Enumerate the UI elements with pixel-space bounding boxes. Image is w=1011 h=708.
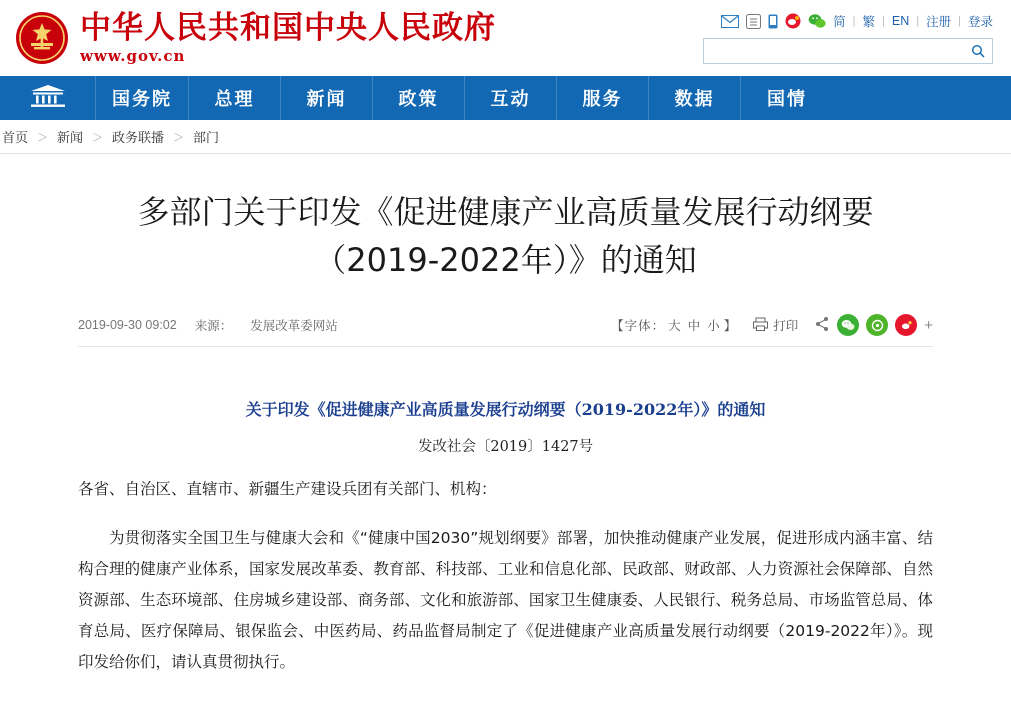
nav-home-button[interactable] bbox=[0, 76, 96, 120]
breadcrumb-item-zhengwulianbo[interactable]: 政务联播 bbox=[112, 130, 165, 145]
print-label: 打印 bbox=[773, 319, 799, 333]
font-size-medium[interactable]: 中 bbox=[687, 319, 702, 333]
source-value[interactable]: 发展改革委网站 bbox=[250, 319, 338, 333]
print-button[interactable] bbox=[753, 316, 798, 334]
article-meta bbox=[78, 314, 933, 347]
wechat-share-icon[interactable] bbox=[837, 314, 859, 336]
national-emblem-icon bbox=[14, 10, 70, 66]
nav-item-zongli[interactable]: 总理 bbox=[189, 76, 281, 120]
nav-item-xinwen[interactable]: 新闻 bbox=[281, 76, 373, 120]
page-title: 多部门关于印发《促进健康产业高质量发展行动纲要（2019-2022年）》的通知 bbox=[137, 193, 874, 279]
share-icon[interactable] bbox=[814, 316, 830, 335]
meta-right bbox=[611, 314, 933, 336]
sep-2: | bbox=[882, 15, 885, 27]
mobile-icon[interactable] bbox=[768, 14, 778, 29]
nav-item-shuju[interactable]: 数据 bbox=[649, 76, 741, 120]
lang-simplified-link[interactable]: 简 bbox=[833, 15, 846, 29]
site-name: 中华人民共和国中央人民政府 bbox=[80, 9, 496, 46]
weibo-icon[interactable] bbox=[785, 13, 801, 29]
search-box[interactable] bbox=[703, 38, 993, 64]
search-icon[interactable] bbox=[970, 43, 986, 59]
breadcrumb-separator: ＞ bbox=[92, 131, 104, 144]
rss-icon[interactable] bbox=[746, 14, 761, 29]
lang-traditional-link[interactable]: 繁 bbox=[862, 15, 876, 29]
header-utilities bbox=[703, 12, 997, 64]
site-brand[interactable] bbox=[80, 11, 496, 65]
printer-icon bbox=[753, 317, 768, 334]
weibo-share-icon[interactable] bbox=[895, 314, 917, 336]
font-size-control bbox=[611, 316, 737, 334]
site-header bbox=[0, 0, 1011, 76]
font-size-label-end: 】 bbox=[723, 319, 738, 333]
lang-english-link[interactable]: EN bbox=[891, 14, 910, 28]
breadcrumb-item-news[interactable]: 新闻 bbox=[57, 130, 84, 145]
font-size-label: 【字体： bbox=[611, 319, 666, 333]
mail-icon[interactable] bbox=[721, 15, 739, 28]
nav-item-guoqing[interactable]: 国情 bbox=[767, 89, 807, 110]
font-size-large[interactable]: 大 bbox=[668, 319, 682, 333]
sep-1: | bbox=[852, 15, 856, 27]
breadcrumb-separator: ＞ bbox=[173, 131, 185, 144]
source-label: 来源： bbox=[194, 319, 233, 333]
more-plus-icon[interactable]: + bbox=[924, 316, 933, 334]
paragraph-body-1: 为贯彻落实全国卫生与健康大会和《“健康中国2030”规划纲要》部署，加快推动健康产业发展，促进形成内涵丰富、结构合理的健康产业体系，国家发展改革委、教育部、科技部、工业和信息化部、民政部、财政部、人力资源社会保障部、自然资源部、生态环境部、住房城乡建设部、商务部、文化和旅游部、国家卫生健康委、人民银行、税务总局、市场监管总局、体育总局、医疗保障局、银保监会、中医药局、药品监督局制定了《促进健康产业高质量发展行动纲要（2019-2022年）》。现印发给你们，请认真贯彻执行。 bbox=[78, 528, 933, 671]
register-link[interactable]: 注册 bbox=[926, 15, 952, 29]
breadcrumb-separator: ＞ bbox=[37, 131, 49, 144]
nav-item-hudong[interactable]: 互动 bbox=[465, 76, 557, 120]
document-number: 发改社会〔2019〕1427号 bbox=[417, 438, 594, 455]
wechat-icon[interactable] bbox=[808, 13, 826, 29]
article bbox=[0, 154, 1011, 678]
search-input[interactable] bbox=[710, 43, 970, 59]
breadcrumb-item-bumen[interactable]: 部门 bbox=[193, 130, 220, 145]
share-bar bbox=[814, 314, 933, 336]
meta-left bbox=[78, 316, 338, 334]
sep-4: | bbox=[958, 15, 961, 27]
login-link[interactable]: 登录 bbox=[967, 15, 993, 29]
paragraph-addressee: 各省、自治区、直辖市、新疆生产建设兵团有关部门、机构： bbox=[78, 479, 497, 498]
breadcrumb bbox=[0, 120, 1011, 154]
nav-item-zhengce[interactable]: 政策 bbox=[373, 76, 465, 120]
site-url: www.gov.cn bbox=[80, 47, 186, 66]
sep-3: | bbox=[916, 15, 920, 27]
utility-row bbox=[721, 12, 993, 30]
wechat-moments-icon[interactable] bbox=[866, 314, 888, 336]
document-title: 关于印发《促进健康产业高质量发展行动纲要（2019-2022年）》的通知 bbox=[245, 400, 766, 419]
gov-home-icon bbox=[25, 83, 71, 114]
publish-date: 2019-09-30 09:02 bbox=[78, 318, 177, 332]
font-size-small[interactable]: 小 bbox=[707, 319, 721, 333]
nav-item-guowuyuan[interactable]: 国务院 bbox=[96, 76, 189, 120]
main-nav bbox=[0, 76, 1011, 120]
nav-item-fuwu[interactable]: 服务 bbox=[557, 76, 649, 120]
breadcrumb-item-home[interactable]: 首页 bbox=[2, 130, 29, 145]
